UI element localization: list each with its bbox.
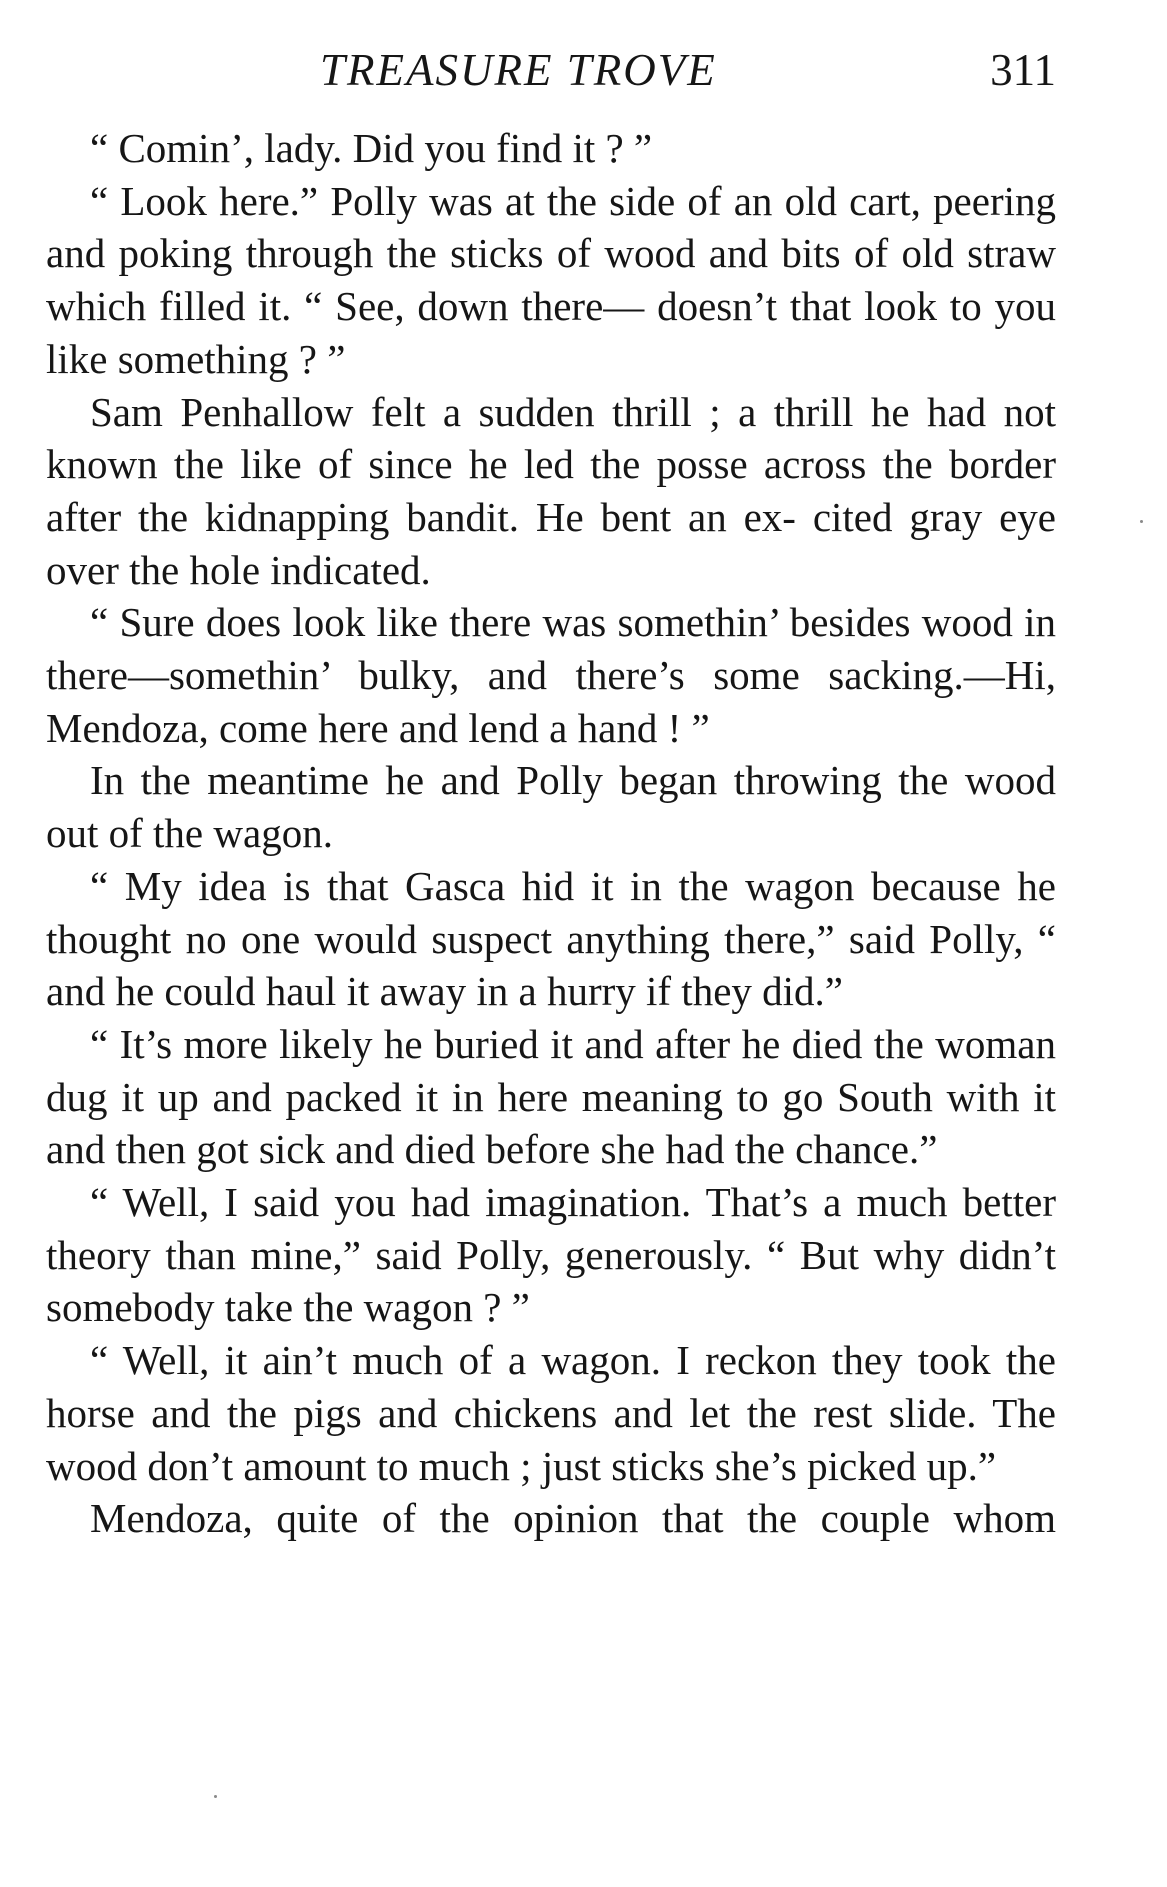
page-header bbox=[46, 40, 1056, 110]
running-title: TREASURE TROVE bbox=[320, 45, 717, 95]
paragraph: “ It’s more likely he buried it and after he died the woman dug it up and packed it in here meaning to go South with it and then got sick and died before she had the chance.” bbox=[46, 1020, 1056, 1173]
paragraph: “ Well, it ain’t much of a wagon. I reckon they took the horse and the pigs and chickens and let the rest slide. The wood don’t amount to much ; just sticks she’s picked up.” bbox=[46, 1337, 1056, 1489]
print-speck bbox=[1140, 520, 1143, 523]
paragraph: “ Well, I said you had imagination. That’s a much better theory than mine,” said Polly, generously. “ But why didn’t somebody take the wagon ? ” bbox=[46, 1179, 1056, 1331]
paragraph: Mendoza, quite of the opinion that the couple whom bbox=[90, 1495, 1056, 1542]
page-number: 311 bbox=[990, 45, 1056, 95]
paragraph: “ Comin’, lady. Did you find it ? ” bbox=[90, 125, 653, 171]
paragraph: “ Look here.” Polly was at the side of an old cart, peering and poking through the sticks of wood and bits of old straw which filled it. “ See, down there— doesn’t that look to you like something ? ” bbox=[46, 177, 1056, 382]
print-speck bbox=[214, 1795, 217, 1798]
paragraph: “ Sure does look like there was somethin’ besides wood in there—somethin’ bulky, and there’s some sacking.—Hi, Mendoza, come here and lend a hand ! ” bbox=[46, 599, 1056, 751]
paragraph: “ My idea is that Gasca hid it in the wagon because he thought no one would suspect anything there,” said Polly, “ and he could haul it away in a hurry if they did.” bbox=[46, 862, 1056, 1015]
body-text bbox=[46, 122, 1056, 1545]
book-page bbox=[46, 40, 1056, 1542]
paragraph: In the meantime he and Polly began throwing the wood out of the wagon. bbox=[46, 757, 1056, 857]
paragraph: Sam Penhallow felt a sudden thrill ; a thrill he had not known the like of since he led the posse across the border after the kidnapping bandit. He bent an ex- cited gray eye over the hole indicated. bbox=[46, 388, 1056, 593]
